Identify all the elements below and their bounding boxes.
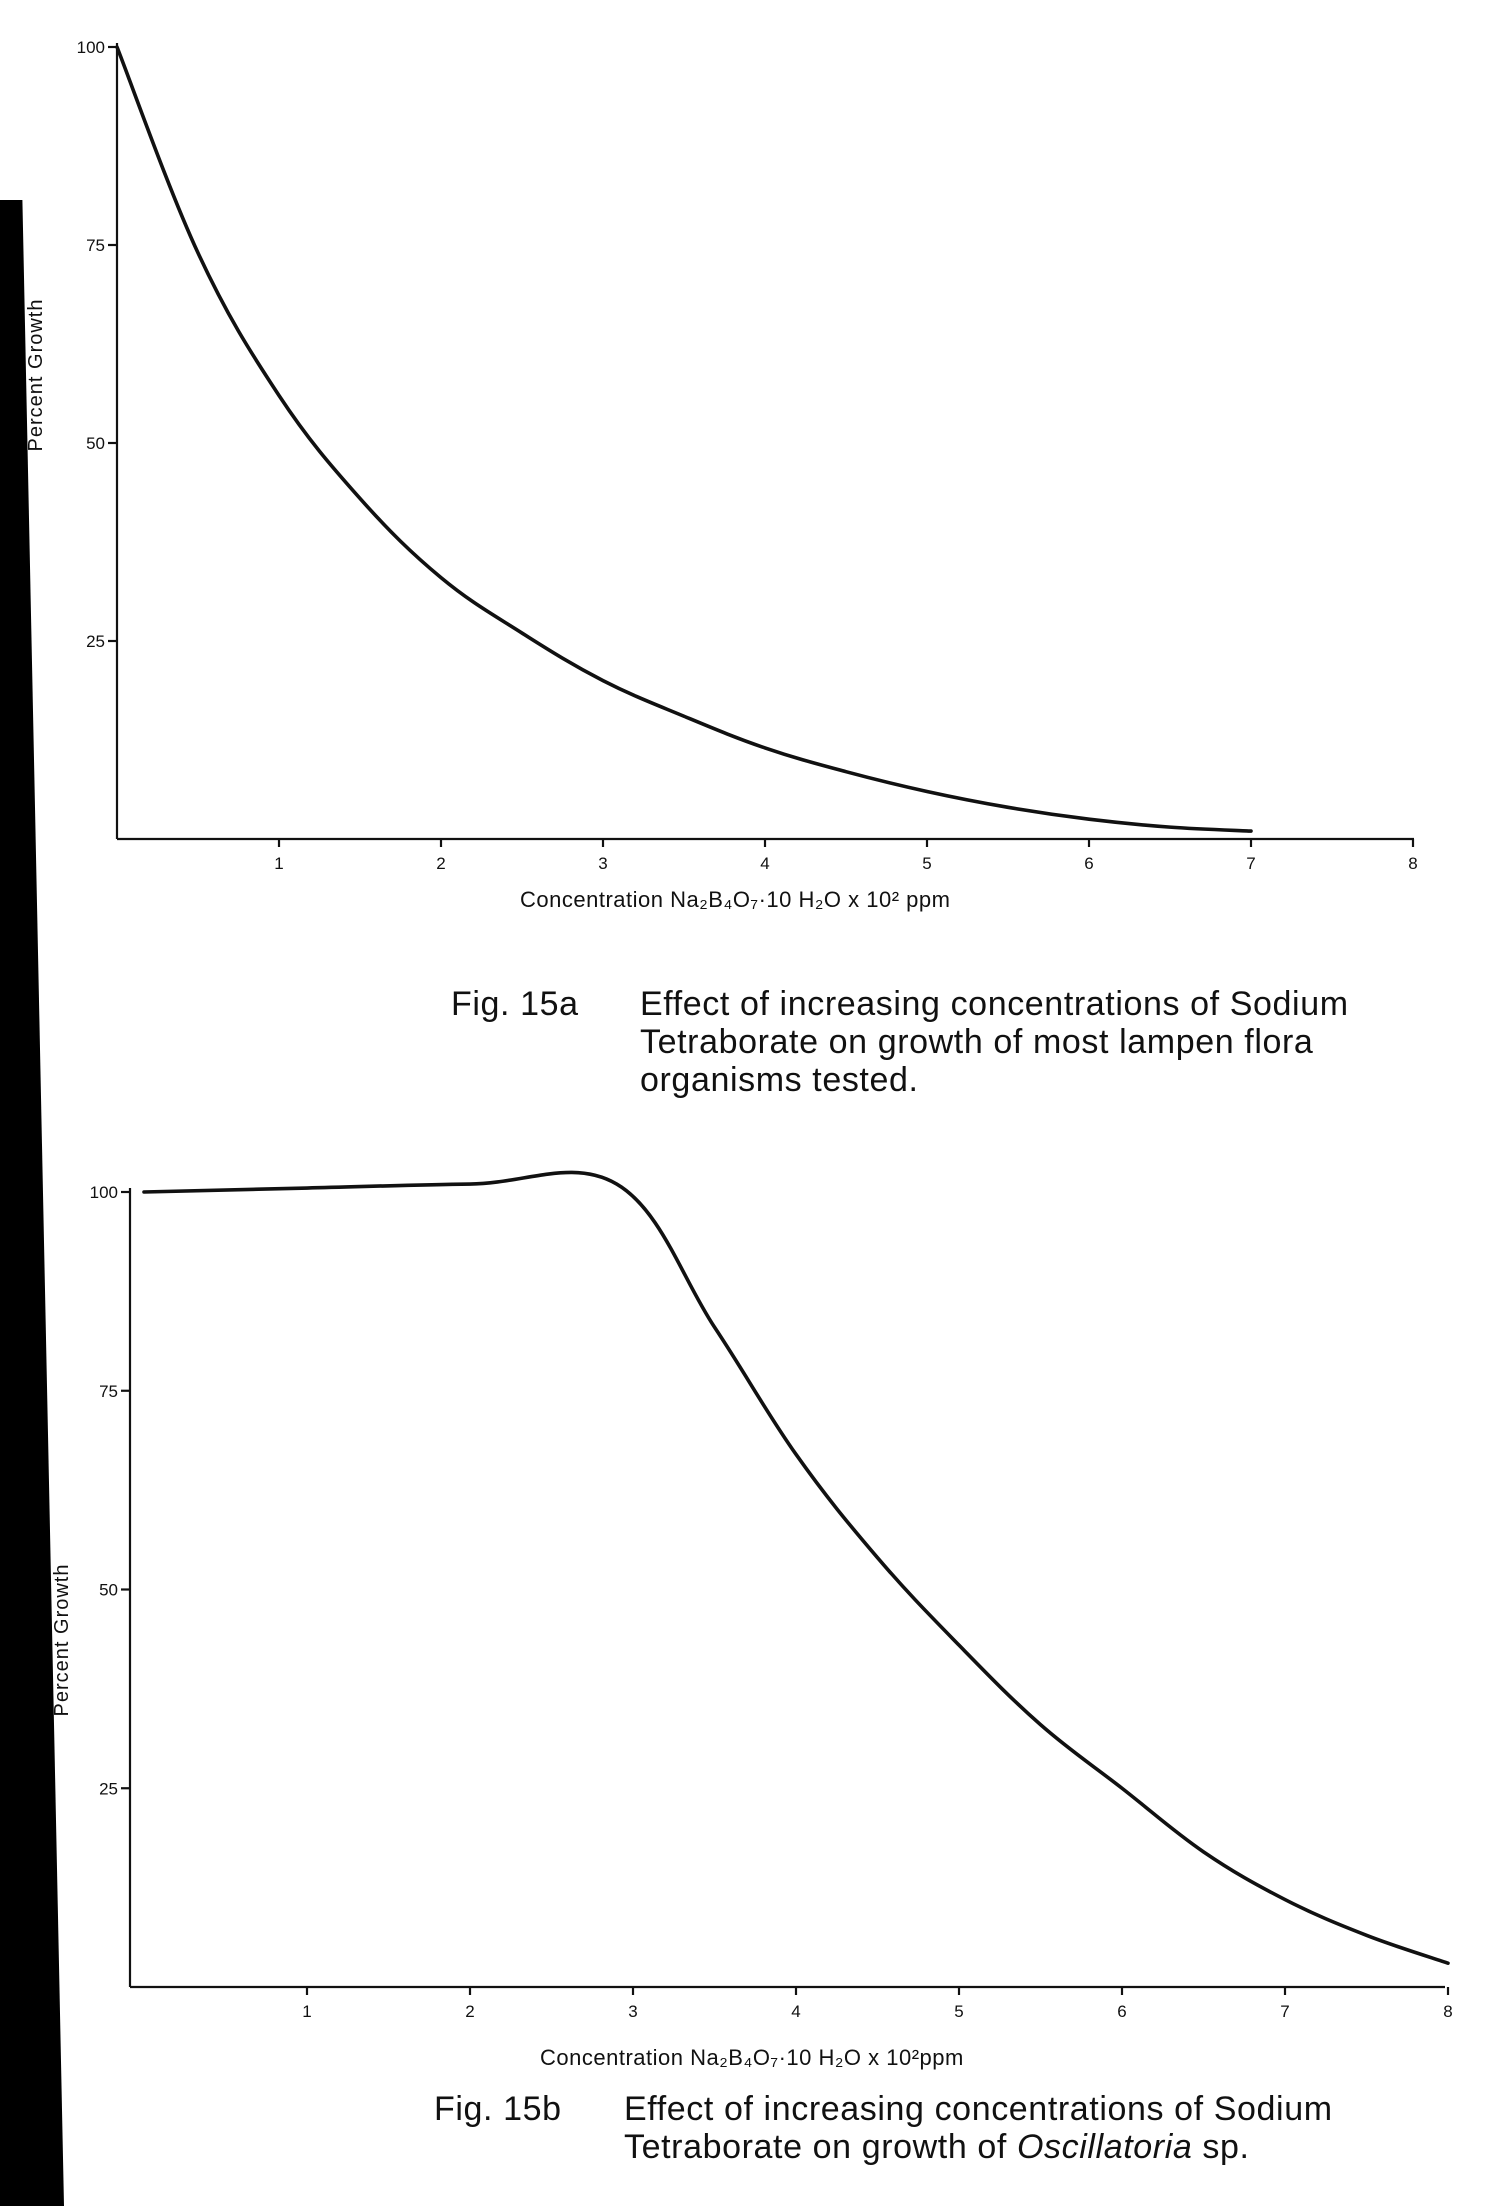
x-tick-label: 7 <box>1280 2002 1290 2021</box>
y-tick-label: 25 <box>86 632 105 651</box>
chart-fig-15b <box>0 1130 1491 2110</box>
y-tick-label: 75 <box>86 236 105 255</box>
y-tick-label: 25 <box>99 1779 118 1799</box>
caption-organism-name: Oscillatoria <box>1017 2128 1193 2166</box>
chart-fig-15a <box>0 0 1491 960</box>
caption-line-2-prefix: Tetraborate on growth of <box>624 2128 1018 2166</box>
y-tick-label: 75 <box>99 1381 118 1401</box>
x-tick-label: 1 <box>302 2002 312 2021</box>
x-tick-label: 1 <box>274 854 284 873</box>
y-tick-label: 50 <box>86 434 105 453</box>
caption-line-1: Effect of increasing concentrations of Sodium <box>640 985 1349 1023</box>
x-tick-label: 8 <box>1408 854 1418 873</box>
y-tick-label: 100 <box>89 1183 118 1202</box>
caption-fig-15a <box>451 985 1491 1105</box>
x-tick-label: 6 <box>1084 854 1094 873</box>
y-axis-label: Percent Growth <box>25 298 47 452</box>
caption-fig-label: Fig. 15a <box>451 985 579 1023</box>
x-tick-label: 8 <box>1443 2002 1453 2021</box>
y-tick-label: 100 <box>76 38 105 57</box>
caption-fig-15b <box>434 2090 1491 2180</box>
caption-line-1: Effect of increasing concentrations of Sodium <box>624 2090 1333 2128</box>
x-tick-label: 3 <box>628 2002 638 2021</box>
y-tick-label: 50 <box>99 1580 118 1600</box>
x-tick-label: 6 <box>1117 2002 1127 2021</box>
caption-fig-label: Fig. 15b <box>434 2090 562 2128</box>
x-tick-label: 2 <box>465 2002 475 2021</box>
caption-text <box>640 985 1349 1099</box>
caption-line-3: organisms tested. <box>640 1061 919 1099</box>
y-axis-label: Percent Growth <box>51 1563 73 1717</box>
caption-line-2: Tetraborate on growth of most lampen flora <box>640 1023 1314 1061</box>
x-tick-label: 2 <box>436 854 446 873</box>
caption-line-2 <box>624 2128 1333 2166</box>
x-tick-label: 5 <box>954 2002 964 2021</box>
x-tick-label: 4 <box>791 2002 801 2021</box>
x-tick-label: 4 <box>760 854 770 873</box>
x-tick-label: 3 <box>598 854 608 873</box>
x-axis-label: Concentration Na₂B₄O₇·10 H₂O x 10²ppm <box>540 2045 964 2070</box>
x-tick-label: 7 <box>1246 854 1256 873</box>
caption-text <box>624 2090 1333 2166</box>
series-line <box>144 1172 1448 1963</box>
series-line <box>117 47 1251 831</box>
x-axis-label: Concentration Na₂B₄O₇·10 H₂O x 10² ppm <box>520 887 951 912</box>
caption-line-2-suffix: sp. <box>1192 2128 1250 2166</box>
x-tick-label: 5 <box>922 854 932 873</box>
